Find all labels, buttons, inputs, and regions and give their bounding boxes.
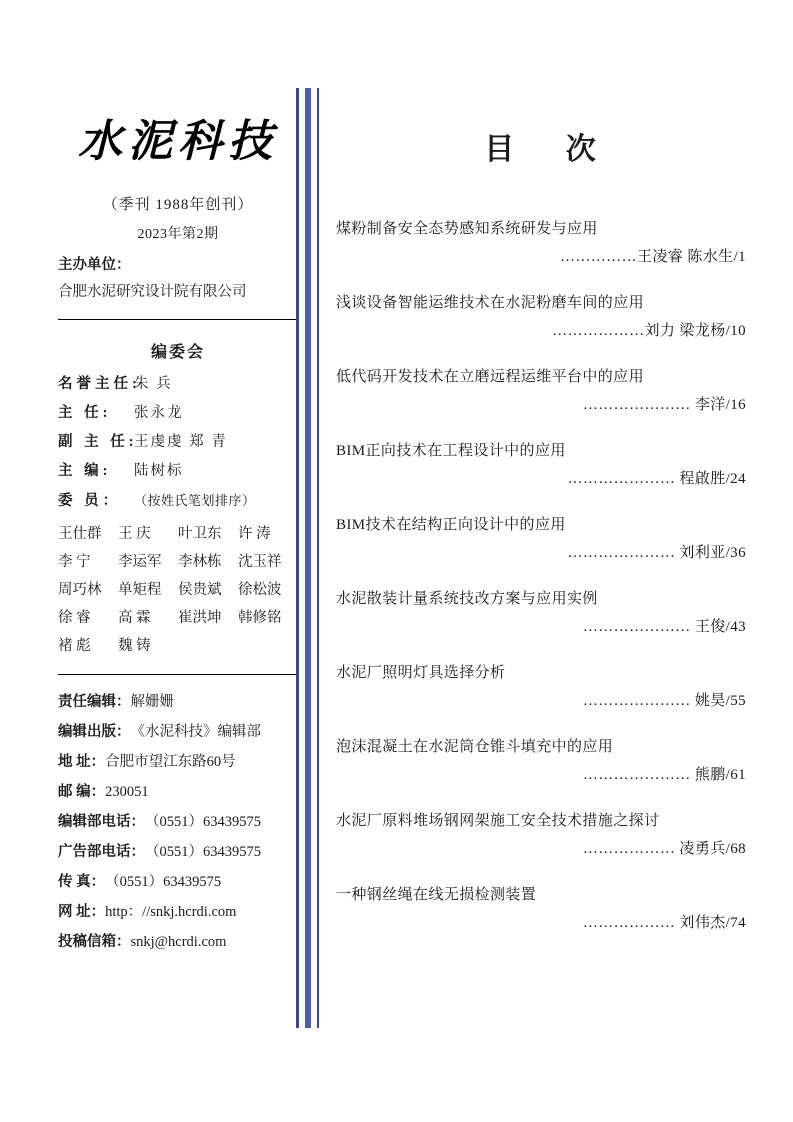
contact-value: 解姗姗 [130, 694, 174, 710]
sponsor-label: 主办单位： [58, 257, 131, 273]
toc-entry[interactable] [336, 364, 746, 420]
contact-value: 合肥市望江东路60号 [105, 754, 236, 770]
toc-entry[interactable] [336, 882, 746, 938]
contact-key: 编辑出版： [58, 724, 131, 740]
toc-entry-title: 低代码开发技术在立磨远程运维平台中的应用 [336, 369, 645, 385]
contact-row [58, 777, 298, 807]
toc-entry[interactable] [336, 216, 746, 272]
board-member: 韩修铭 [238, 610, 282, 626]
board-member: 徐 睿 [58, 610, 91, 626]
toc-entry-byline: ………………… 李洋/16 [582, 397, 746, 413]
contact-key: 邮 编： [58, 784, 106, 800]
contact-key: 责任编辑： [58, 694, 131, 710]
board-member: 叶卫东 [178, 526, 222, 542]
sponsor-name: 合肥水泥研究设计院有限公司 [58, 284, 247, 300]
board-member: 高 霖 [118, 610, 151, 626]
board-role-key: 主 任: [58, 405, 112, 421]
toc-entry-title: BIM技术在结构正向设计中的应用 [336, 517, 566, 533]
toc-entry[interactable] [336, 290, 746, 346]
toc-entry-byline: ………………… 王俊/43 [582, 619, 746, 635]
toc-entry[interactable] [336, 438, 746, 494]
contact-value: （0551）63439575 [145, 844, 261, 860]
board-members-grid [58, 520, 298, 660]
toc-entry-title: 水泥散装计量系统技改方案与应用实例 [336, 591, 598, 607]
board-role-key: 主 编: [58, 463, 112, 479]
contact-row [58, 687, 298, 717]
board-member: 李林栋 [178, 554, 222, 570]
toc-entry[interactable] [336, 734, 746, 790]
board-members-key: 委 员： [58, 493, 122, 509]
board-role-key: 副 主 任: [58, 434, 138, 450]
contact-value: 230051 [105, 784, 149, 800]
contact-block [58, 675, 298, 957]
toc-entry-title: 浅谈设备智能运维技术在水泥粉磨车间的应用 [336, 295, 645, 311]
contact-row [58, 717, 298, 747]
toc-entry-title: 水泥厂照明灯具选择分析 [336, 665, 506, 681]
board-member: 崔洪坤 [178, 610, 222, 626]
journal-title: 水泥科技 [78, 117, 278, 166]
masthead-column [58, 95, 298, 957]
board-member: 褚 彪 [58, 638, 91, 654]
board-members-row [58, 520, 298, 548]
board-member: 许 涛 [238, 526, 271, 542]
contact-key: 传 真： [58, 874, 106, 890]
vertical-divider-bar [317, 88, 319, 1028]
contact-value: （0551）63439575 [105, 874, 222, 890]
board-member: 侯贵斌 [178, 582, 222, 598]
board-members-row [58, 548, 298, 576]
board-role-value: 朱 兵 [134, 376, 173, 392]
board-role-row [58, 428, 298, 457]
board-member: 沈玉祥 [238, 554, 282, 570]
board-member: 李运军 [118, 554, 162, 570]
board-members-row [58, 632, 298, 660]
board-members-note: （按姓氏笔划排序） [134, 493, 256, 508]
board-member [238, 632, 298, 660]
toc-entry[interactable] [336, 586, 746, 642]
journal-issue: 2023年第2期 [137, 227, 219, 242]
board-members-row [58, 604, 298, 632]
board-member: 徐松波 [238, 582, 282, 598]
board-member: 单矩程 [118, 582, 162, 598]
sponsor-block [58, 243, 298, 305]
toc-entry-byline: ……………… 凌勇兵/68 [582, 841, 746, 857]
board-member: 周巧林 [58, 582, 102, 598]
table-of-contents [336, 110, 746, 956]
contact-key: 广告部电话： [58, 844, 145, 860]
contact-row [58, 747, 298, 777]
toc-entry[interactable] [336, 512, 746, 568]
vertical-divider-bar [305, 88, 311, 1028]
toc-entry[interactable] [336, 808, 746, 864]
board-members-row [58, 576, 298, 604]
board-role-value: 张永龙 [134, 405, 184, 421]
contact-key: 投稿信箱： [58, 934, 131, 950]
board-role-row [58, 399, 298, 428]
contact-value: （0551）63439575 [145, 814, 261, 830]
contact-row [58, 897, 298, 927]
board-role-row [58, 457, 298, 486]
toc-title: 目 次 [484, 133, 618, 166]
board-member: 王仕群 [58, 526, 102, 542]
board-member: 王 庆 [118, 526, 151, 542]
contact-value: 《水泥科技》编辑部 [130, 724, 261, 740]
editorial-board-title: 编委会 [150, 344, 205, 361]
board-member: 李 宁 [58, 554, 91, 570]
toc-entry-byline: ………………刘力 梁龙杨/10 [552, 323, 746, 339]
board-role-value: 陆树标 [134, 463, 184, 479]
toc-entry-title: 煤粉制备安全态势感知系统研发与应用 [336, 221, 598, 237]
contact-row [58, 807, 298, 837]
journal-subtitle: （季刊 1988年创刊） [102, 197, 254, 213]
contact-row [58, 837, 298, 867]
board-member: 魏 铸 [118, 638, 151, 654]
contact-key: 编辑部电话： [58, 814, 145, 830]
toc-entry-byline: ………………… 熊鹏/61 [582, 767, 746, 783]
toc-entry-title: 泡沫混凝土在水泥筒仓锥斗填充中的应用 [336, 739, 614, 755]
board-role-row [58, 370, 298, 399]
board-role-value: 王虔虔 郑 青 [134, 434, 228, 450]
board-member [178, 632, 238, 660]
toc-entry-byline: ………………… 姚昊/55 [582, 693, 746, 709]
toc-entry-title: 一种钢丝绳在线无损检测装置 [336, 887, 537, 903]
board-members-label-row [58, 486, 298, 516]
contact-row [58, 927, 298, 957]
toc-entry-byline: ………………… 刘利亚/36 [567, 545, 746, 561]
website-url[interactable]: http：//snkj.hcrdi.com [105, 904, 237, 920]
toc-entry-byline: ………………… 程啟胜/24 [567, 471, 746, 487]
toc-entry-byline: ……………王凌睿 陈水生/1 [559, 249, 746, 265]
board-role-key: 名誉主任: [58, 376, 141, 392]
submission-email[interactable]: snkj@hcrdi.com [130, 934, 227, 950]
contact-row [58, 867, 298, 897]
toc-entry-byline: ……………… 刘伟杰/74 [582, 915, 746, 931]
toc-entry[interactable] [336, 660, 746, 716]
editorial-board-block [58, 320, 298, 660]
toc-entry-title: 水泥厂原料堆场钢网架施工安全技术措施之探讨 [336, 813, 660, 829]
contact-key: 地 址： [58, 754, 106, 770]
toc-entry-title: BIM正向技术在工程设计中的应用 [336, 443, 566, 459]
vertical-divider-bar [296, 88, 299, 1028]
contact-key: 网 址： [58, 904, 106, 920]
